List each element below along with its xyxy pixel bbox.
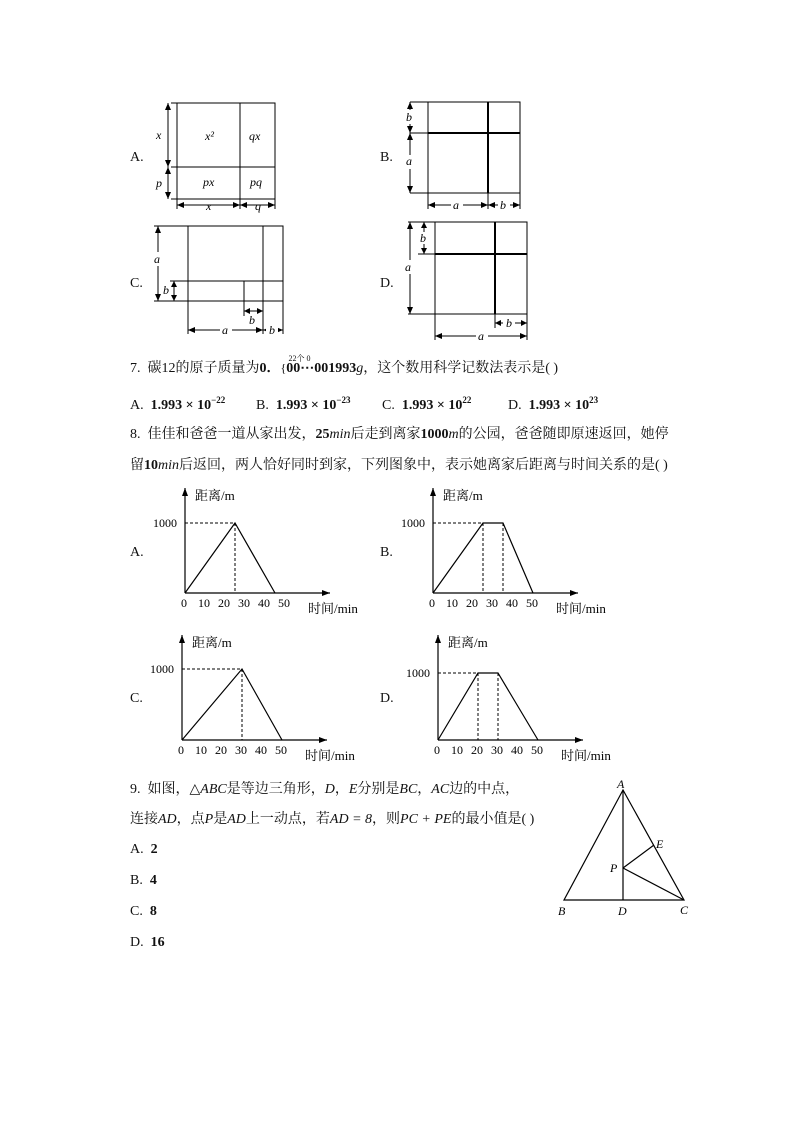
q8-text: 的公园，爸爸随即原速返回，她停	[458, 427, 669, 442]
x-tick-label: 30	[486, 596, 498, 610]
q6b-bottom-left: a	[453, 198, 459, 212]
q7-brace-group: 22个 0 {00⋯00	[281, 358, 329, 379]
q9-equation: AD = 8	[329, 812, 373, 827]
q9-segment-ad: AD	[158, 812, 177, 827]
x-axis-label: 时间/min	[561, 748, 611, 763]
q6a-qx: qx	[249, 129, 261, 143]
q6a-bottom-right: q	[255, 199, 261, 213]
q7-zeros: 00⋯00	[286, 361, 329, 376]
q6b-left-bottom: a	[406, 154, 412, 168]
q8-text: 留	[130, 458, 144, 473]
q9-option-b-label: B.	[130, 873, 143, 888]
x-tick-label: 0	[181, 596, 187, 610]
q6c-left-top: a	[154, 252, 160, 266]
x-tick-label: 10	[198, 596, 210, 610]
q7-option-c-exp: 22	[462, 395, 472, 405]
q8-text: 佳佳和爸爸一道从家出发，	[147, 427, 316, 442]
q8-option-a-label: A.	[130, 545, 144, 560]
q9-text: 是等边三角形，	[226, 782, 325, 797]
q8-distance-unit: m	[448, 427, 459, 442]
q9-label-d: D	[618, 904, 627, 918]
q7-option-d-label: D.	[508, 398, 522, 413]
q8-time-unit: min	[329, 427, 351, 442]
x-tick-label: 50	[275, 743, 287, 757]
q9-label-c: C	[680, 903, 689, 917]
q9-segment-ad: AD	[227, 812, 246, 827]
y-tick-label: 1000	[401, 516, 425, 530]
q9-option-a[interactable]	[130, 842, 158, 858]
x-tick-label: 0	[429, 596, 435, 610]
q7-text-after: ，这个数用科学记数法表示是( )	[363, 361, 559, 376]
y-axis-arrow	[435, 635, 441, 643]
y-tick-label: 1000	[153, 516, 177, 530]
x-tick-label: 20	[215, 743, 227, 757]
q9-text: 的最小值是( )	[451, 812, 535, 827]
y-axis-label: 距离/m	[443, 488, 483, 503]
x-tick-label: 10	[446, 596, 458, 610]
y-axis-label: 距离/m	[195, 488, 235, 503]
y-tick-label: 1000	[150, 662, 174, 676]
q6a-left-bottom: p	[156, 176, 162, 190]
q9-text: 是	[213, 812, 228, 827]
q6d-left-top: b	[420, 231, 426, 245]
q8-option-d-label: D.	[380, 691, 394, 706]
q8-stay: 10	[144, 458, 158, 473]
q9-text: 如图，	[147, 782, 190, 797]
q6a-left-top: x	[156, 128, 162, 142]
q9-option-d-value: 16	[150, 935, 165, 950]
q9-point-p: P	[204, 812, 214, 827]
q8-option-b-label: B.	[380, 545, 393, 560]
q9-expression: PC + PE	[400, 812, 452, 827]
q9-text: ，	[417, 782, 432, 797]
q9-point-e: E	[348, 782, 358, 797]
y-axis-label: 距离/m	[192, 635, 232, 650]
q9-option-d[interactable]	[130, 935, 165, 951]
q9-segment-ac: AC	[431, 782, 450, 797]
q7-option-b-mantissa: 1.993 × 10	[275, 398, 337, 413]
x-tick-label: 0	[178, 743, 184, 757]
y-axis-label: 距离/m	[448, 635, 488, 650]
q9-label-a: A	[617, 777, 625, 791]
q8-distance: 1000	[420, 427, 449, 442]
q7-option-d-mantissa: 1.993 × 10	[528, 398, 590, 413]
q9-number: 9.	[130, 782, 141, 797]
q9-text: 分别是	[357, 782, 400, 797]
x-axis-label: 时间/min	[305, 748, 355, 763]
q9-option-d-label: D.	[130, 935, 144, 950]
y-tick-label: 1000	[406, 666, 430, 680]
q6a-px: px	[203, 175, 215, 189]
q6c-bottom-left: a	[222, 323, 228, 337]
q7-unit: g	[356, 361, 364, 376]
q9-text: 上一动点，若	[245, 812, 330, 827]
distance-series-line	[438, 673, 538, 740]
q6d-bottom-right: b	[506, 316, 512, 330]
x-tick-label: 20	[471, 743, 483, 757]
x-tick-label: 40	[255, 743, 267, 757]
q8-text: 后走到离家	[350, 427, 421, 442]
q6d-bottom-left: a	[478, 329, 484, 343]
q9-option-c-label: C.	[130, 904, 143, 919]
q7-option-c-label: C.	[382, 398, 395, 413]
q9-label-p: P	[610, 861, 618, 875]
q6d-left-bottom: a	[405, 260, 411, 274]
x-tick-label: 10	[195, 743, 207, 757]
q6a-pq: pq	[250, 175, 262, 189]
q9-option-a-label: A.	[130, 842, 144, 857]
q8-stay-unit: min	[158, 458, 179, 473]
q7-option-b-label: B.	[256, 398, 269, 413]
q7-option-a-exp: −22	[211, 395, 226, 405]
q8-number: 8.	[130, 427, 141, 442]
q9-point-d: D	[324, 782, 335, 797]
q7-zero-prefix: 0．	[259, 361, 281, 376]
q6a-bottom-left: x	[206, 199, 212, 213]
x-tick-label: 20	[218, 596, 230, 610]
q6c-bottom-right: b	[269, 323, 275, 337]
q8-option-c-label: C.	[130, 691, 143, 706]
q7-number: 7.	[130, 361, 141, 376]
q9-triangle: △ABC	[189, 782, 227, 797]
x-tick-label: 40	[511, 743, 523, 757]
q6-option-d-label: D.	[380, 276, 394, 291]
x-tick-label: 10	[451, 743, 463, 757]
q6b-left-top: b	[406, 110, 412, 124]
q6a-x2: x²	[205, 129, 214, 143]
q6c-left-bottom: b	[163, 283, 169, 297]
q9-option-c-value: 8	[149, 904, 157, 919]
q9-stem-line2	[130, 810, 534, 830]
q9-text: ，	[334, 782, 349, 797]
q9-option-a-value: 2	[150, 842, 158, 857]
x-tick-label: 30	[235, 743, 247, 757]
x-tick-label: 0	[434, 743, 440, 757]
q9-stem-line1	[130, 780, 519, 800]
q8-time: 25	[315, 427, 330, 442]
q7-text-before: 碳12的原子质量为	[147, 361, 260, 376]
q9-segment-bc: BC	[399, 782, 418, 797]
q7-option-a-label: A.	[130, 398, 144, 413]
q7-brace-label: 22个 0	[288, 354, 311, 363]
x-tick-label: 50	[278, 596, 290, 610]
x-tick-label: 30	[238, 596, 250, 610]
q6b-bottom-right: b	[500, 198, 506, 212]
q9-text: 连接	[130, 812, 158, 827]
q7-option-d-exp: 23	[589, 395, 599, 405]
q9-triangle-figure	[550, 778, 700, 923]
q7-option-b-exp: −23	[336, 395, 351, 405]
q7-option-c-mantissa: 1.993 × 10	[401, 398, 463, 413]
q9-option-b-value: 4	[149, 873, 157, 888]
x-tick-label: 50	[526, 596, 538, 610]
q9-text: ，则	[372, 812, 401, 827]
q7-option-a-mantissa: 1.993 × 10	[150, 398, 212, 413]
q9-label-b: B	[558, 904, 566, 918]
q8-text: 后返回，两人恰好同时到家，下列图象中，表示她离家后距离与时间关系的是( )	[179, 458, 668, 473]
x-tick-label: 30	[491, 743, 503, 757]
q9-option-b[interactable]	[130, 873, 157, 889]
x-tick-label: 20	[466, 596, 478, 610]
x-tick-label: 50	[531, 743, 543, 757]
q7-value: 1993	[328, 361, 357, 376]
q9-text: 边的中点，	[449, 782, 520, 797]
q9-option-c[interactable]	[130, 904, 157, 920]
q6-option-c-label: C.	[130, 276, 143, 291]
x-tick-label: 40	[258, 596, 270, 610]
q9-text: ，点	[176, 812, 205, 827]
x-axis-label: 时间/min	[556, 601, 606, 616]
x-axis-label: 时间/min	[308, 601, 358, 616]
x-tick-label: 40	[506, 596, 518, 610]
q6-option-b-label: B.	[380, 150, 393, 165]
q9-label-e: E	[656, 837, 664, 851]
q6c-bottom-mid: b	[249, 313, 255, 327]
q6-option-a-label: A.	[130, 150, 144, 165]
x-axis-arrow	[575, 737, 583, 743]
